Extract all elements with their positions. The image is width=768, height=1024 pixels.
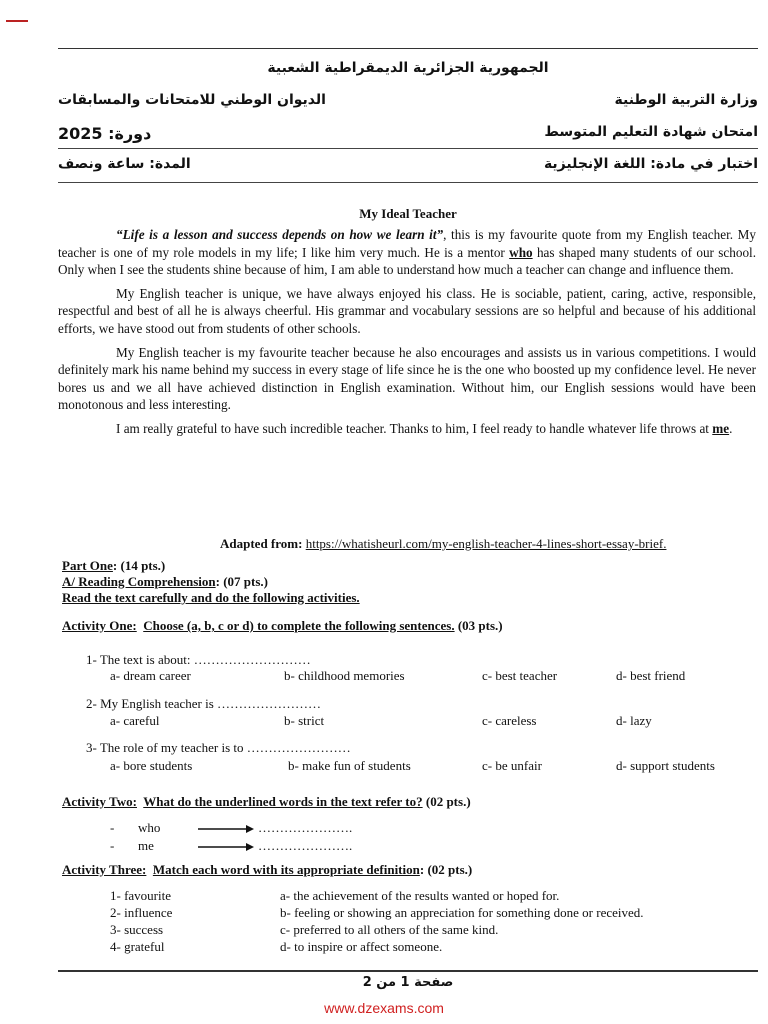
- activity-three-heading: [62, 862, 762, 878]
- header-ministry: وزارة التربية الوطنية: [614, 92, 758, 108]
- header-exam: امتحان شهادة التعليم المتوسط: [544, 124, 758, 140]
- underlined-me: me: [712, 420, 730, 436]
- question-2-option-c: c- careless: [482, 713, 537, 728]
- header-subject: اختبار في مادة: اللغة الإنجليزية: [543, 156, 758, 172]
- question-3-option-a: a- bore students: [110, 758, 193, 773]
- activity-one-label: Activity One:: [62, 618, 137, 633]
- match-word-2: 2- influence: [110, 905, 173, 920]
- activity-two-heading: [62, 794, 762, 810]
- arrow-right-icon: [198, 824, 254, 834]
- paragraph-4: [58, 420, 756, 438]
- question-3-stem: 3- The role of my teacher is to ……………………: [86, 740, 351, 755]
- part-one-title: Part One: [62, 558, 113, 573]
- part-one-points: : (14 pts.): [112, 558, 166, 573]
- reading-instruction-text: Read the text carefully and do the following activities.: [62, 590, 360, 605]
- paragraph-1-text-a: , this is my favourite quote from my English teacher. My teacher is one of my role models in my life; I like him very much. He is a mentor: [58, 227, 756, 260]
- reference-1-dash: -: [110, 820, 115, 835]
- question-1-option-a: a- dream career: [110, 668, 191, 683]
- question-2-option-a: a- careful: [110, 713, 160, 728]
- part-one-heading: [62, 558, 165, 574]
- header-duration: المدة: ساعة ونصف: [58, 156, 191, 172]
- activity-one-instruction: Choose (a, b, c or d) to complete the following sentences.: [143, 618, 455, 633]
- header-rule-2: [58, 182, 758, 183]
- quote: “Life is a lesson and success depends on how we learn it”: [116, 227, 444, 242]
- top-rule: [58, 48, 758, 49]
- paragraph-4-text-a: I am really grateful to have such incredible teacher. Thanks to him, I feel ready to handle whatever life throws at: [116, 420, 713, 436]
- question-1-option-d: d- best friend: [616, 668, 686, 683]
- paragraph-4-text-b: .: [729, 420, 733, 436]
- reference-2-word: me: [138, 838, 154, 853]
- source-label: Adapted from:: [220, 536, 306, 551]
- site-watermark: www.dzexams.com: [324, 1000, 444, 1016]
- match-word-3: 3- success: [110, 922, 164, 937]
- question-2-option-d: d- lazy: [616, 713, 652, 728]
- arrow-right-icon: [198, 842, 254, 852]
- source-line: [220, 536, 666, 552]
- question-2-option-b: b- strict: [284, 713, 325, 728]
- activity-three-points: : (02 pts.): [419, 862, 473, 877]
- match-definition-a: a- the achievement of the results wanted or hoped for.: [280, 888, 560, 903]
- match-definition-d: d- to inspire or affect someone.: [280, 939, 443, 954]
- reference-2-dash: -: [110, 838, 115, 853]
- source-url[interactable]: https://whatisheurl.com/my-english-teacher-4-lines-short-essay-brief.: [305, 536, 667, 551]
- activity-three-instruction: Match each word with its appropriate definition: [152, 862, 420, 877]
- paragraph-1-text-b: has shaped many students of our school. Only when I see the students shine because of him, I am able to understand how much a teacher can change and influence them.: [58, 244, 756, 278]
- activity-two-points: (02 pts.): [422, 794, 471, 809]
- question-1-option-b: b- childhood memories: [284, 668, 405, 683]
- question-1-stem: 1- The text is about: ………………………: [86, 652, 311, 667]
- activity-one-points: (03 pts.): [454, 618, 503, 633]
- activity-two-label: Activity Two:: [62, 794, 137, 809]
- reading-comprehension-title: A/ Reading Comprehension: [62, 574, 216, 589]
- page-number: صفحة 1 من 2: [362, 975, 454, 990]
- paragraph-1: [58, 226, 756, 279]
- match-word-1: 1- favourite: [110, 888, 172, 903]
- question-3-option-b: b- make fun of students: [288, 758, 411, 773]
- match-word-4: 4- grateful: [110, 939, 165, 954]
- corner-mark: [6, 20, 28, 22]
- activity-three-label: Activity Three:: [62, 862, 147, 877]
- reading-text: [58, 226, 756, 444]
- underlined-who: who: [509, 244, 533, 260]
- reference-2-blank: ………………….: [258, 838, 353, 853]
- question-1-option-c: c- best teacher: [482, 668, 558, 683]
- question-2-stem: 2- My English teacher is ……………………: [86, 696, 322, 711]
- text-title: My Ideal Teacher: [359, 206, 457, 221]
- reading-comprehension-points: : (07 pts.): [215, 574, 268, 589]
- activity-two-instruction: What do the underlined words in the text refer to?: [143, 794, 423, 809]
- header-session: دورة: 2025: [58, 124, 152, 143]
- activity-one-heading: [62, 618, 762, 634]
- question-3-option-c: c- be unfair: [482, 758, 542, 773]
- question-3-option-d: d- support students: [616, 758, 715, 773]
- reading-instruction: [62, 590, 360, 606]
- paragraph-2: My English teacher is unique, we have always enjoyed his class. He is sociable, patient, caring, active, responsible, respectful and best of all he is always cheerful. His grammar and vocabulary sessions are so helpful and because of his additional efforts, we have stood out from students of other schools.: [58, 285, 756, 336]
- header-office: الديوان الوطني للامتحانات والمسابقات: [58, 92, 326, 108]
- match-definition-b: b- feeling or showing an appreciation for something done or received.: [280, 905, 644, 920]
- exam-page: [58, 40, 766, 990]
- reference-1-blank: ………………….: [258, 820, 353, 835]
- header-republic: الجمهورية الجزائرية الديمقراطية الشعبية: [267, 60, 549, 76]
- header-rule-1: [58, 148, 758, 149]
- bottom-rule: [58, 970, 758, 972]
- match-definition-c: c- preferred to all others of the same kind.: [280, 922, 499, 937]
- reading-comprehension-heading: [62, 574, 268, 590]
- paragraph-3: My English teacher is my favourite teacher because he also encourages and assists us in various competitions. I would definitely mark his name behind my success in every stage of life since he is the one who boosted up my confidence level. He never bores us and we all have achieved distinction in English examination. Without him, our English sessions would have been monotonous and less interesting.: [58, 344, 756, 413]
- reference-1-word: who: [138, 820, 161, 835]
